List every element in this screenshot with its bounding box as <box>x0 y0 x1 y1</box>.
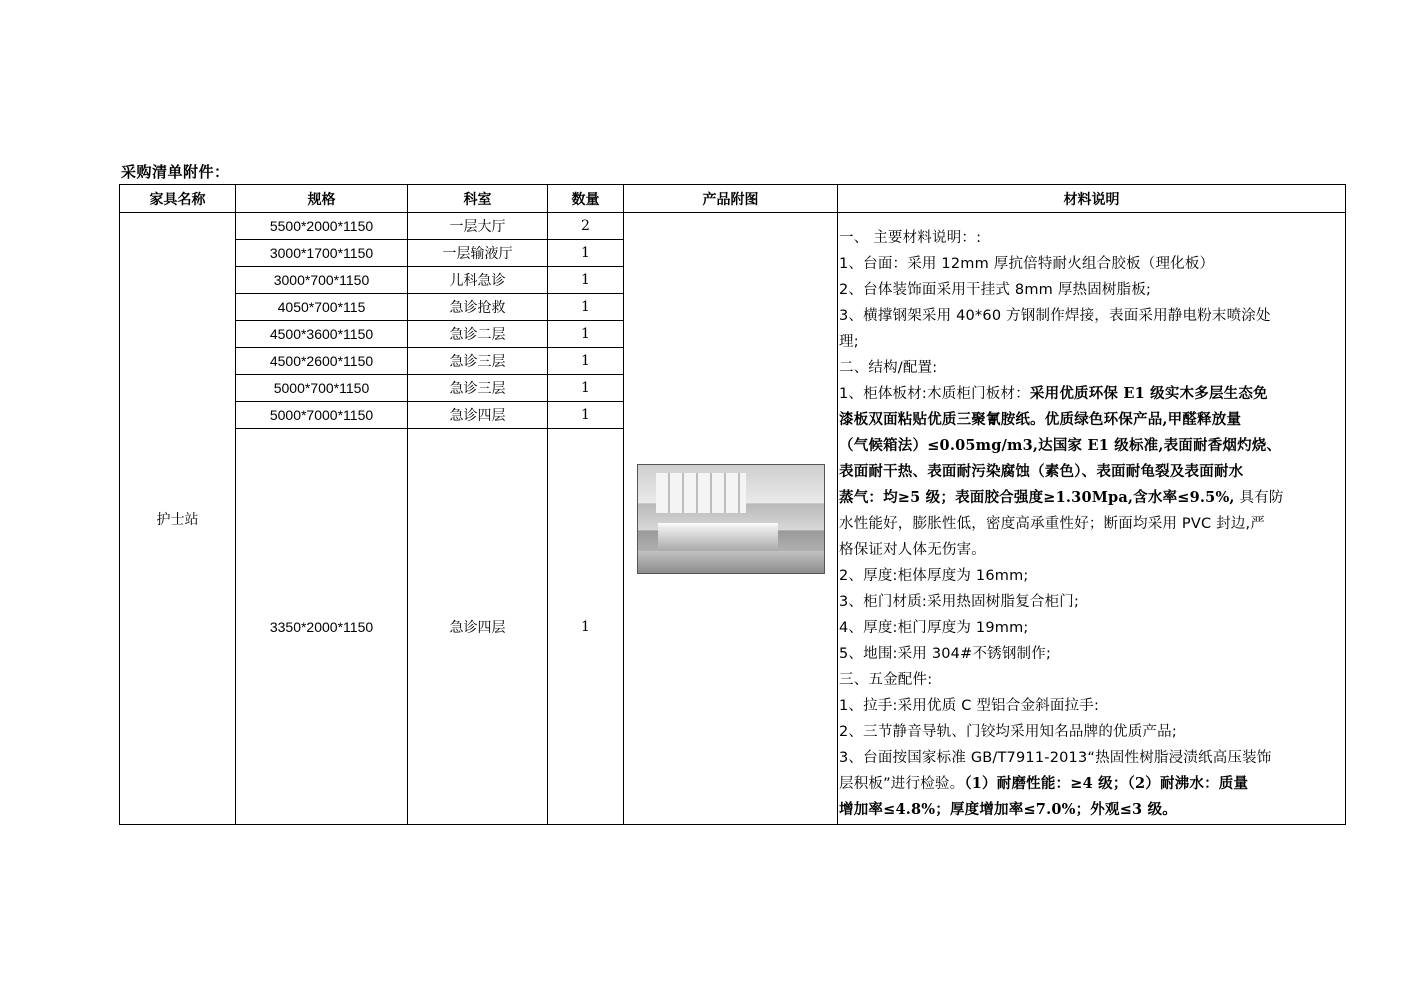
photo-counter <box>658 523 778 551</box>
desc-line: 理; <box>839 334 859 350</box>
spec-cell: 5000*7000*1150 <box>236 402 408 429</box>
header-spec: 规格 <box>236 185 408 213</box>
desc-line: 2、厚度:柜体厚度为 16mm; <box>839 568 1029 584</box>
header-name: 家具名称 <box>120 185 236 213</box>
dept-cell: 急诊四层 <box>408 402 548 429</box>
desc-line: 3、柜门材质:采用热固树脂复合柜门; <box>839 594 1080 610</box>
header-row <box>120 185 1346 213</box>
spec-cell: 3000*1700*1150 <box>236 240 408 267</box>
document-title: 采购清单附件： <box>121 163 230 181</box>
desc-line <box>839 485 1345 511</box>
procurement-table <box>119 184 1346 825</box>
dept-cell: 急诊三层 <box>408 375 548 402</box>
desc-span-bold: 采用优质环保 E1 级实木多层生态免 <box>1029 385 1268 402</box>
desc-line: 一、 主要材料说明：: <box>839 230 982 246</box>
spec-cell: 5000*700*1150 <box>236 375 408 402</box>
spec-cell: 3350*2000*1150 <box>236 429 408 825</box>
header-image: 产品附图 <box>624 185 838 213</box>
dept-cell: 急诊二层 <box>408 321 548 348</box>
spec-cell: 4500*3600*1150 <box>236 321 408 348</box>
spec-cell: 5500*2000*1150 <box>236 213 408 240</box>
desc-line: 5、地围:采用 304#不锈钢制作; <box>839 646 1052 662</box>
dept-cell: 儿科急诊 <box>408 267 548 294</box>
header-qty: 数量 <box>548 185 624 213</box>
dept-cell: 一层输液厅 <box>408 240 548 267</box>
material-description <box>838 213 1346 825</box>
desc-span: 具有防 <box>1234 490 1284 506</box>
item-name: 护士站 <box>120 213 236 825</box>
photo-floor <box>638 551 824 573</box>
qty-cell: 1 <box>548 240 624 267</box>
dept-cell: 急诊抢救 <box>408 294 548 321</box>
desc-line-bold: 表面耐干热、表面耐污染腐蚀（素色）、表面耐龟裂及表面耐水 <box>839 463 1244 480</box>
product-image-cell <box>624 213 838 825</box>
qty-cell: 1 <box>548 267 624 294</box>
spec-cell: 3000*700*1150 <box>236 267 408 294</box>
desc-line: 水性能好，膨胀性低，密度高承重性好；断面均采用 PVC 封边,严 <box>839 516 1266 532</box>
desc-line: 1、拉手:采用优质 C 型铝合金斜面拉手: <box>839 698 1100 714</box>
header-dept: 科室 <box>408 185 548 213</box>
desc-line: 三、五金配件: <box>839 672 933 688</box>
photo-window <box>656 473 746 513</box>
desc-line-bold: 漆板双面粘贴优质三聚氰胺纸。优质绿色环保产品,甲醛释放量 <box>839 411 1242 428</box>
desc-line: 1、台面：采用 12mm 厚抗倍特耐火组合胶板（理化板） <box>839 256 1215 272</box>
qty-cell: 2 <box>548 213 624 240</box>
desc-span: 1、柜体板材:木质柜门板材： <box>839 386 1030 402</box>
qty-cell: 1 <box>548 294 624 321</box>
spec-cell: 4500*2600*1150 <box>236 348 408 375</box>
desc-line: 2、台体装饰面采用干挂式 8mm 厚热固树脂板; <box>839 282 1152 298</box>
qty-cell: 1 <box>548 348 624 375</box>
product-photo <box>637 464 825 574</box>
header-desc: 材料说明 <box>838 185 1346 213</box>
desc-line: 2、三节静音导轨、门铰均采用知名品牌的优质产品; <box>839 724 1177 740</box>
dept-cell: 一层大厅 <box>408 213 548 240</box>
desc-line <box>839 771 1345 797</box>
dept-cell: 急诊三层 <box>408 348 548 375</box>
dept-cell: 急诊四层 <box>408 429 548 825</box>
spec-cell: 4050*700*115 <box>236 294 408 321</box>
qty-cell: 1 <box>548 402 624 429</box>
desc-line: 3、台面按国家标准 GB/T7911-2013“热固性树脂浸渍纸高压装饰 <box>839 750 1272 766</box>
desc-span-bold: 蒸气：均≥5 级；表面胶合强度≥1.30Mpa,含水率≤9.5%, <box>839 489 1235 506</box>
desc-line: 格保证对人体无伤害。 <box>839 542 986 558</box>
desc-span: 层积板”进行检验。 <box>839 776 965 792</box>
qty-cell: 1 <box>548 321 624 348</box>
qty-cell: 1 <box>548 375 624 402</box>
qty-cell: 1 <box>548 429 624 825</box>
desc-line: 二、结构/配置: <box>839 360 938 376</box>
desc-line <box>839 381 1345 407</box>
desc-line: 3、横撑钢架采用 40*60 方钢制作焊接，表面采用静电粉末喷涂处 <box>839 308 1271 324</box>
table-row <box>120 213 1346 240</box>
desc-span-bold: （1）耐磨性能：≥4 级；（2）耐沸水：质量 <box>964 775 1249 792</box>
desc-line-bold: 增加率≤4.8%；厚度增加率≤7.0%；外观≤3 级。 <box>839 801 1177 818</box>
desc-line: 4、厚度:柜门厚度为 19mm; <box>839 620 1029 636</box>
desc-line-bold: （气候箱法）≤0.05mg/m3,达国家 E1 级标准,表面耐香烟灼烧、 <box>839 437 1282 454</box>
